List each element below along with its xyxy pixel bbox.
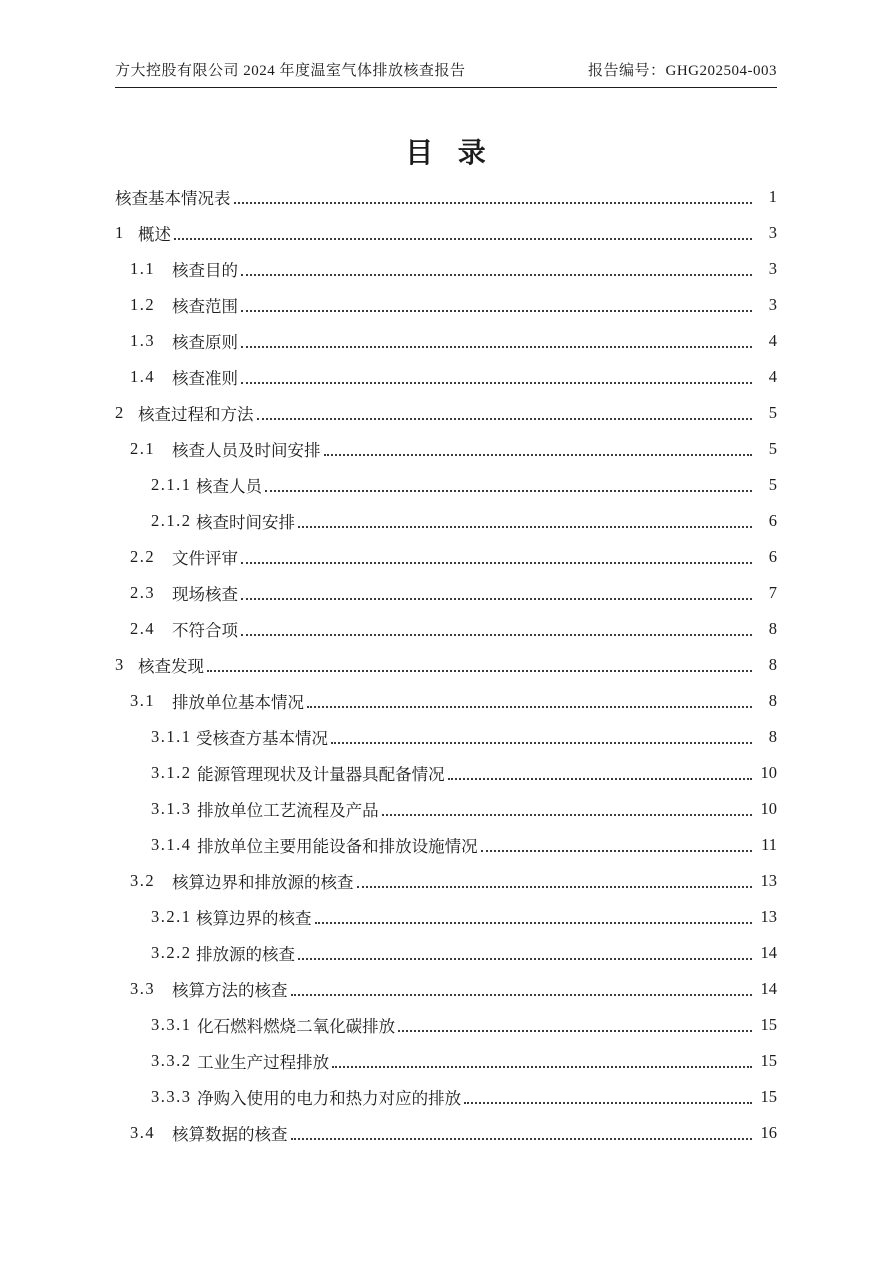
toc-entry-number: 2.4 — [130, 619, 156, 638]
toc-leader-dots — [332, 1066, 752, 1068]
toc-entry-page: 6 — [768, 547, 777, 566]
toc-leader-dots — [241, 598, 752, 600]
toc-entry-title: 核查时间安排 — [196, 513, 295, 532]
toc-entry-number: 3.2 — [130, 871, 156, 890]
toc-entry-number: 1.3 — [130, 331, 156, 350]
toc-leader-dots — [398, 1030, 752, 1032]
toc-leader-dots — [298, 526, 752, 528]
toc-entry[interactable] — [115, 287, 777, 323]
toc-entry[interactable] — [115, 539, 777, 575]
toc-entry-page: 7 — [768, 583, 777, 602]
toc-entry-title: 核算数据的核查 — [172, 1125, 288, 1144]
toc-leader-dots — [307, 706, 752, 708]
toc-entry-title: 工业生产过程排放 — [197, 1053, 330, 1072]
toc-entry-number: 3.2.1 — [151, 907, 192, 926]
toc-entry[interactable] — [115, 827, 777, 863]
toc-entry-number: 3.4 — [130, 1123, 156, 1142]
toc-leader-dots — [241, 274, 752, 276]
toc-entry-number: 2.1.2 — [151, 511, 192, 530]
toc-entry[interactable] — [115, 431, 777, 467]
toc-leader-dots — [234, 202, 753, 204]
toc-leader-dots — [331, 742, 752, 744]
toc-leader-dots — [357, 886, 753, 888]
toc-entry-title: 净购入使用的电力和热力对应的排放 — [197, 1089, 462, 1108]
toc-entry[interactable] — [115, 323, 777, 359]
toc-entry-number: 3.3.3 — [151, 1087, 198, 1106]
toc-entry-number: 3.3 — [130, 979, 156, 998]
header-report-number: 报告编号：GHG202504-003 — [588, 63, 777, 79]
toc-entry[interactable] — [115, 179, 777, 215]
toc-leader-dots — [382, 814, 752, 816]
toc-entry-page: 15 — [760, 1051, 777, 1070]
toc-entry-page: 8 — [768, 655, 777, 674]
toc-leader-dots — [174, 238, 752, 240]
toc-entry-page: 5 — [768, 403, 777, 422]
toc-entry[interactable] — [115, 1043, 777, 1079]
toc-entry[interactable] — [115, 611, 777, 647]
toc-list — [115, 179, 777, 1151]
toc-entry[interactable] — [115, 899, 777, 935]
toc-entry-title: 排放源的核查 — [196, 945, 295, 964]
toc-entry-title: 核查原则 — [172, 333, 238, 352]
toc-entry-number: 2.3 — [130, 583, 156, 602]
toc-entry-title: 核查准则 — [172, 369, 238, 388]
toc-entry-page: 13 — [760, 907, 777, 926]
toc-entry-title: 不符合项 — [172, 621, 238, 640]
toc-entry-page: 11 — [761, 835, 777, 854]
toc-entry-number: 1 — [115, 223, 125, 242]
toc-entry-page: 4 — [768, 367, 777, 386]
page-header — [115, 55, 777, 88]
toc-entry-title: 现场核查 — [172, 585, 238, 604]
toc-entry-title: 核算边界和排放源的核查 — [172, 873, 354, 892]
toc-entry-title: 受核查方基本情况 — [196, 729, 328, 748]
toc-entry-number: 1.1 — [130, 259, 156, 278]
toc-entry-page: 10 — [760, 763, 777, 782]
toc-entry-page: 8 — [768, 727, 777, 746]
toc-entry-page: 6 — [768, 511, 777, 530]
toc-entry-number: 2.2 — [130, 547, 156, 566]
toc-entry-number: 2.1.1 — [151, 475, 192, 494]
toc-entry-number: 3.1 — [130, 691, 156, 710]
toc-entry-number: 1.2 — [130, 295, 156, 314]
toc-entry-page: 8 — [768, 691, 777, 710]
toc-entry-number: 1.4 — [130, 367, 156, 386]
toc-entry[interactable] — [115, 1115, 777, 1151]
toc-entry[interactable] — [115, 395, 777, 431]
toc-entry-page: 16 — [760, 1123, 777, 1142]
toc-entry-page: 4 — [768, 331, 777, 350]
toc-entry-page: 13 — [760, 871, 777, 890]
toc-entry-page: 3 — [768, 223, 777, 242]
toc-entry-title: 化石燃料燃烧二氧化碳排放 — [197, 1017, 396, 1036]
toc-entry[interactable] — [115, 503, 777, 539]
toc-entry-page: 15 — [760, 1015, 777, 1034]
toc-entry-page: 3 — [768, 295, 777, 314]
toc-entry[interactable] — [115, 251, 777, 287]
toc-leader-dots — [241, 634, 752, 636]
toc-leader-dots — [291, 1138, 753, 1140]
toc-entry-number: 3 — [115, 655, 125, 674]
header-report-title: 方大控股有限公司 2024 年度温室气体排放核查报告 — [115, 63, 466, 79]
toc-title: 目 录 — [405, 138, 487, 169]
toc-entry-title: 排放单位主要用能设备和排放设施情况 — [197, 837, 478, 856]
toc-entry-number: 2.1 — [130, 439, 156, 458]
toc-entry[interactable] — [115, 1007, 777, 1043]
toc-leader-dots — [241, 382, 752, 384]
toc-entry[interactable] — [115, 791, 777, 827]
toc-entry-number: 3.2.2 — [151, 943, 192, 962]
toc-entry-number: 3.1.1 — [151, 727, 192, 746]
toc-entry-title: 核算边界的核查 — [196, 909, 312, 928]
toc-leader-dots — [241, 346, 752, 348]
toc-entry-page: 14 — [760, 979, 777, 998]
toc-entry-title: 核查基本情况表 — [115, 189, 231, 208]
toc-entry[interactable] — [115, 1079, 777, 1115]
toc-entry-title: 文件评审 — [172, 549, 238, 568]
toc-entry-page: 10 — [760, 799, 777, 818]
toc-entry-number: 2 — [115, 403, 125, 422]
toc-entry-title: 排放单位工艺流程及产品 — [197, 801, 379, 820]
toc-entry[interactable] — [115, 215, 777, 251]
toc-entry-number: 3.3.2 — [151, 1051, 198, 1070]
toc-entry-page: 8 — [768, 619, 777, 638]
toc-leader-dots — [324, 454, 753, 456]
toc-entry-title: 核查过程和方法 — [138, 405, 254, 424]
toc-entry[interactable] — [115, 719, 777, 755]
toc-leader-dots — [315, 922, 753, 924]
toc-entry-page: 3 — [768, 259, 777, 278]
toc-leader-dots — [207, 670, 752, 672]
toc-entry-title: 核查人员 — [196, 477, 262, 496]
toc-leader-dots — [241, 310, 752, 312]
toc-entry[interactable] — [115, 755, 777, 791]
toc-entry[interactable] — [115, 935, 777, 971]
toc-leader-dots — [448, 778, 752, 780]
toc-entry-number: 3.3.1 — [151, 1015, 198, 1034]
toc-leader-dots — [291, 994, 753, 996]
toc-entry[interactable] — [115, 575, 777, 611]
toc-entry[interactable] — [115, 863, 777, 899]
toc-entry-title: 核查目的 — [172, 261, 238, 280]
toc-leader-dots — [464, 1102, 752, 1104]
toc-entry[interactable] — [115, 971, 777, 1007]
toc-entry-page: 14 — [760, 943, 777, 962]
toc-entry-number: 3.1.3 — [151, 799, 198, 818]
toc-entry-title: 能源管理现状及计量器具配备情况 — [197, 765, 445, 784]
toc-entry-page: 15 — [760, 1087, 777, 1106]
toc-entry-page: 5 — [768, 475, 777, 494]
toc-entry[interactable] — [115, 467, 777, 503]
toc-entry-title: 排放单位基本情况 — [172, 693, 304, 712]
toc-leader-dots — [298, 958, 752, 960]
toc-leader-dots — [481, 850, 752, 852]
toc-leader-dots — [265, 490, 752, 492]
toc-entry-page: 1 — [768, 187, 777, 206]
toc-entry[interactable] — [115, 647, 777, 683]
toc-entry-number: 3.1.4 — [151, 835, 198, 854]
toc-leader-dots — [257, 418, 753, 420]
toc-entry[interactable] — [115, 359, 777, 395]
toc-entry-title: 核算方法的核查 — [172, 981, 288, 1000]
toc-entry-title: 核查范围 — [172, 297, 238, 316]
toc-entry-title: 概述 — [138, 225, 171, 244]
toc-entry-page: 5 — [768, 439, 777, 458]
toc-entry[interactable] — [115, 683, 777, 719]
toc-entry-number: 3.1.2 — [151, 763, 198, 782]
toc-entry-title: 核查发现 — [138, 657, 204, 676]
toc-entry-title: 核查人员及时间安排 — [172, 441, 321, 460]
toc-leader-dots — [241, 562, 752, 564]
